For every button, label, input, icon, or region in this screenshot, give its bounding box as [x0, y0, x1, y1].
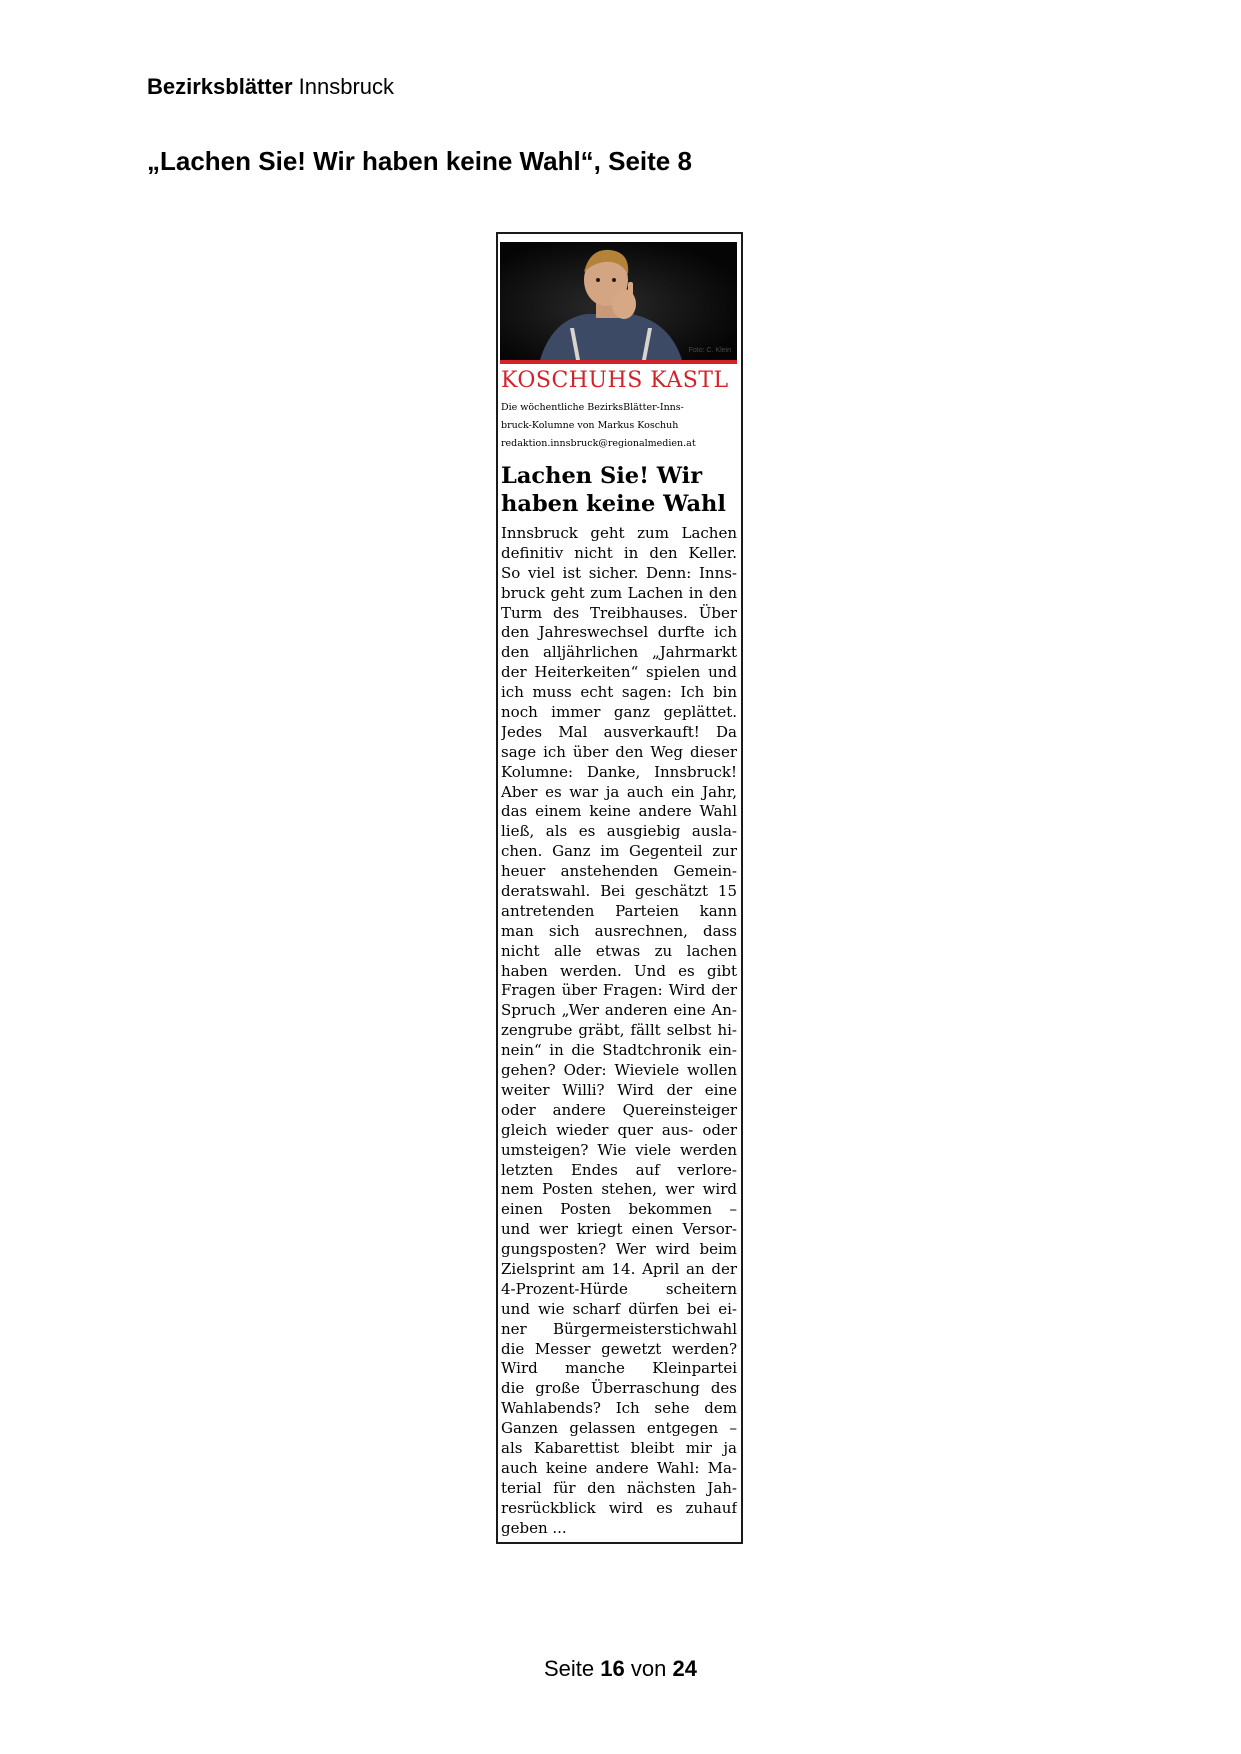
article-headline	[501, 462, 737, 518]
body-line: Ganzen gelassen entgegen –	[501, 1419, 737, 1438]
body-line: heuer anstehenden Gemein-	[501, 862, 737, 881]
newspaper-clipping	[496, 232, 743, 1544]
column-email: redaktion.innsbruck@regionalmedien.at	[501, 438, 696, 449]
accent-rule	[500, 360, 737, 364]
body-line: einen Posten bekommen –	[501, 1200, 737, 1219]
column-description	[501, 399, 737, 453]
body-line: als Kabarettist bleibt mir ja	[501, 1438, 737, 1457]
body-line: ich muss echt sagen: Ich bin	[501, 683, 737, 702]
body-line: die große Überraschung des	[501, 1379, 737, 1398]
body-line: deratswahl. Bei geschätzt 15	[501, 882, 737, 901]
document-title: „Lachen Sie! Wir haben keine Wahl“, Seite 8	[147, 146, 692, 176]
body-line: So viel ist sicher. Denn: Inns-	[501, 563, 737, 582]
body-line: und wer kriegt einen Versor-	[501, 1220, 737, 1239]
body-line: auch keine andere Wahl: Ma-	[501, 1458, 737, 1477]
body-line: bruck geht zum Lachen in den	[501, 583, 737, 602]
body-line: gleich wieder quer aus- oder	[501, 1120, 737, 1139]
article-body	[501, 524, 737, 1538]
body-line: geben ...	[501, 1518, 567, 1537]
headline-line: haben keine Wahl	[501, 491, 726, 517]
source-publication: Bezirksblätter	[147, 74, 293, 99]
body-line: gungsposten? Wer wird beim	[501, 1240, 737, 1259]
body-line: chen. Ganz im Gegenteil zur	[501, 842, 737, 861]
body-line: die Messer gewetzt werden?	[501, 1339, 737, 1358]
body-line: Wahlabends? Ich sehe dem	[501, 1399, 737, 1418]
body-line: Aber es war ja auch ein Jahr,	[501, 782, 737, 801]
body-line: man sich ausrechnen, dass	[501, 921, 737, 940]
body-line: weiter Willi? Wird der eine	[501, 1080, 737, 1099]
body-line: das einem keine andere Wahl	[501, 802, 737, 821]
body-line: nicht alle etwas zu lachen	[501, 941, 737, 960]
body-line: ließ, als es ausgiebig ausla-	[501, 822, 737, 841]
body-line: haben werden. Und es gibt	[501, 961, 737, 980]
body-line: umsteigen? Wie viele werden	[501, 1140, 737, 1159]
source-region: Innsbruck	[298, 74, 395, 99]
body-line: gehen? Oder: Wieviele wollen	[501, 1061, 737, 1080]
body-line: Innsbruck geht zum Lachen	[501, 524, 737, 542]
body-line: nein“ in die Stadtchronik ein-	[501, 1041, 737, 1060]
body-line: resrückblick wird es zuhauf	[501, 1498, 737, 1517]
body-line: Zielsprint am 14. April an der	[501, 1259, 737, 1278]
body-line: Turm des Treibhauses. Über	[501, 603, 737, 622]
body-line: sage ich über den Weg dieser	[501, 742, 737, 761]
page-footer	[0, 1656, 1241, 1682]
body-line: Spruch „Wer anderen eine An-	[501, 1001, 737, 1020]
body-line: der Heiterkeiten“ spielen und	[501, 663, 737, 682]
body-line: den Jahreswechsel durfte ich	[501, 623, 737, 642]
body-line: Wird manche Kleinpartei	[501, 1359, 737, 1378]
body-line: 4-Prozent-Hürde scheitern	[501, 1279, 737, 1298]
author-photo	[500, 242, 737, 360]
body-line: ner Bürgermeisterstichwahl	[501, 1319, 737, 1338]
body-line: und wie scharf dürfen bei ei-	[501, 1299, 737, 1318]
body-line: Kolumne: Danke, Innsbruck!	[501, 762, 737, 781]
photo-credit: Foto: C. Klein	[688, 347, 731, 354]
source-line	[147, 74, 394, 100]
body-line: letzten Endes auf verlore-	[501, 1160, 737, 1179]
body-line: oder andere Quereinsteiger	[501, 1100, 737, 1119]
column-description-line: bruck-Kolumne von Markus Koschuh	[501, 420, 679, 431]
body-line: terial für den nächsten Jah-	[501, 1478, 737, 1497]
body-line: Fragen über Fragen: Wird der	[501, 981, 737, 1000]
headline-line: Lachen Sie! Wir	[501, 463, 703, 489]
body-line: nem Posten stehen, wer wird	[501, 1180, 737, 1199]
total-pages: 24	[672, 1656, 697, 1681]
current-page: 16	[600, 1656, 625, 1681]
body-line: definitiv nicht in den Keller.	[501, 543, 737, 562]
footer-middle: von	[630, 1656, 667, 1681]
column-description-line: Die wöchentliche BezirksBlätter-Inns-	[501, 402, 684, 413]
footer-prefix: Seite	[544, 1656, 595, 1681]
body-line: antretenden Parteien kann	[501, 901, 737, 920]
body-line: zengrube gräbt, fällt selbst hi-	[501, 1021, 737, 1040]
body-line: noch immer ganz geplättet.	[501, 703, 737, 722]
body-line: den alljährlichen „Jahrmarkt	[501, 643, 737, 662]
column-title: KOSCHUHS KASTL	[501, 368, 729, 393]
body-line: Jedes Mal ausverkauft! Da	[501, 722, 737, 741]
